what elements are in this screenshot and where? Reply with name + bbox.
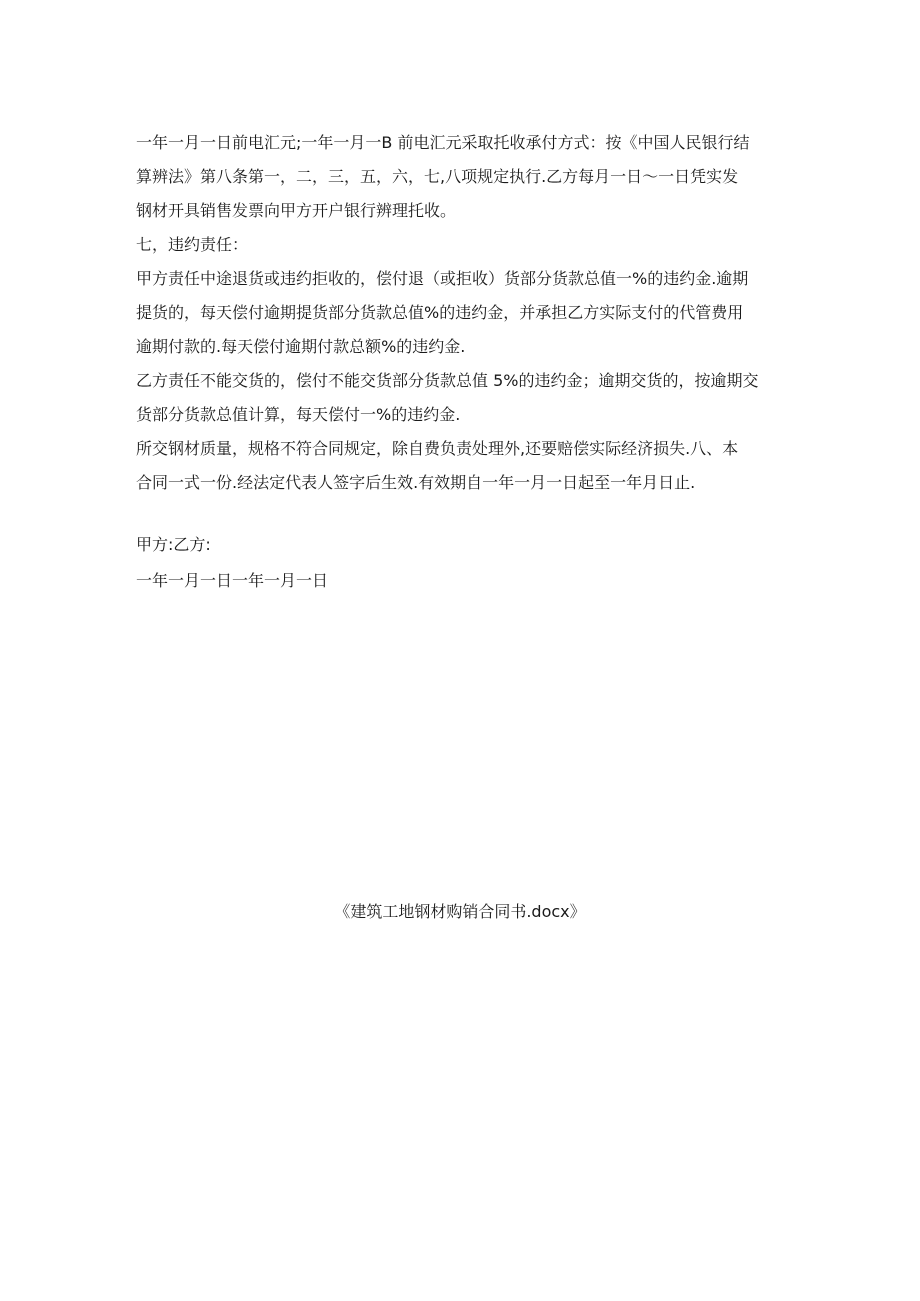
- section-heading: [136, 228, 790, 262]
- payment-terms-paragraph: [136, 126, 790, 228]
- text-line: 货部分货款总值计算，每天偿付一%的违约金.: [136, 405, 461, 424]
- text-line: 提货的，每天偿付逾期提货部分货款总值%的违约金，并承担乙方实际支付的代管费用: [136, 303, 744, 322]
- text-line: 合同一式一份.经法定代表人签字后生效.有效期自一年一月一日起至一年月日止.: [136, 473, 696, 492]
- party-a-liability-paragraph: [136, 262, 790, 364]
- text-line: 一年一月一日前电汇元;一年一月一B 前电汇元采取托收承付方式：按《中国人民银行结: [136, 133, 750, 152]
- text-line: 所交钢材质量，规格不符合同规定，除自费负责处理外,还要赔偿实际经济损失.八、本: [136, 439, 739, 458]
- signature-dates: 一年一月一日一年一月一日: [136, 571, 329, 590]
- signature-block: [136, 527, 328, 599]
- section-heading-text: 七，违约责任：: [136, 235, 249, 254]
- contract-body: [136, 126, 790, 500]
- document-filename: 《建筑工地钢材购销合同书.docx》: [334, 902, 586, 921]
- quality-terms-paragraph: [136, 432, 790, 500]
- text-line: 甲方责任中途退货或违约拒收的，偿付退（或拒收）货部分货款总值一%的违约金.逾期: [136, 269, 749, 288]
- text-line: 乙方责任不能交货的，偿付不能交货部分货款总值 5%的违约金；逾期交货的，按逾期交: [136, 371, 759, 390]
- text-line: 算辨法》第八条第一，二，三，五，六，七,八项规定执行.乙方每月一日〜一日凭实发: [136, 167, 739, 186]
- text-line: 逾期付款的.每天偿付逾期付款总额%的违约金.: [136, 337, 466, 356]
- text-line: 钢材开具销售发票向甲方开户银行辨理托收。: [136, 201, 457, 220]
- party-b-liability-paragraph: [136, 364, 790, 432]
- signature-parties: 甲方:乙方:: [136, 535, 211, 554]
